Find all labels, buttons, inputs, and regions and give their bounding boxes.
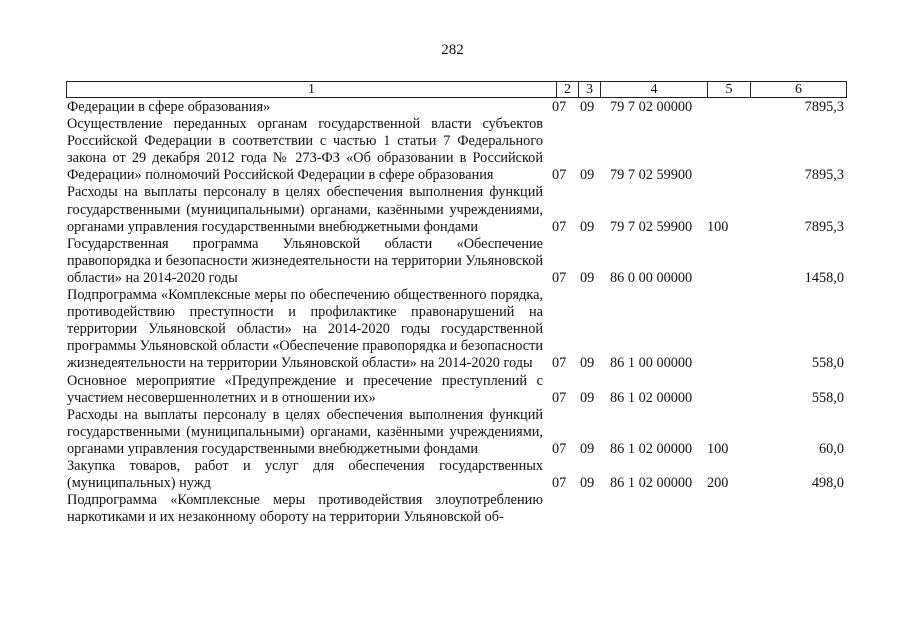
row-amount: 60,0	[818, 440, 844, 457]
row-amount: 558,0	[811, 355, 844, 372]
row-description: Подпрограмма «Комплексные меры противодействия злоупотреблению наркотиками и их незаконному обороту на территории Ульяновской об-	[67, 492, 543, 526]
row-amount: 7895,3	[804, 99, 844, 115]
row-target-article: 79 7 02 59900	[610, 167, 693, 184]
row-expense-type: 100	[707, 440, 729, 457]
row-section: 07	[552, 440, 567, 457]
row-subsection: 09	[580, 218, 595, 235]
row-subsection: 09	[580, 269, 595, 286]
row-subsection: 09	[580, 475, 595, 492]
row-target-article: 86 1 00 00000	[610, 355, 693, 372]
table-row	[67, 492, 847, 526]
table-row	[67, 458, 847, 492]
header-cell-3: 3	[586, 82, 593, 97]
row-subsection: 09	[580, 99, 595, 115]
row-section: 07	[552, 218, 567, 235]
row-section: 07	[552, 269, 567, 286]
row-amount: 498,0	[811, 475, 844, 492]
row-subsection: 09	[580, 355, 595, 372]
header-cell-5: 5	[725, 82, 733, 97]
row-target-article: 86 1 02 00000	[610, 440, 693, 457]
row-description: Федерации в сфере образования»	[67, 99, 271, 115]
table-row	[67, 184, 847, 235]
header-cell-1: 1	[308, 82, 315, 97]
row-expense-type: 100	[707, 218, 729, 235]
row-section: 07	[552, 475, 567, 492]
header-cell-6: 6	[795, 82, 802, 97]
header-cell-4: 4	[650, 82, 658, 97]
page-number: 282	[441, 42, 464, 58]
row-expense-type: 200	[707, 475, 729, 492]
row-description: Осуществление переданных органам государственной власти субъектов Российской Федерации в соответствии с частью 1 статьи 7 Федерального закона от 29 декабря 2012 года № 273-ФЗ «Об образовании в Российской Федерации» полномочий Российской Федерации в сфере образования	[67, 116, 543, 184]
row-description: Подпрограмма «Комплексные меры по обеспечению общественного порядка, противодействию преступности и профилактике правонарушений на территории Ульяновской области» на 2014-2020 годы государственной программы Ульяновской области «Обеспечение правопорядка и безопасности жизнедеятельности на территории Ульяновской области» на 2014-2020 годы	[67, 287, 543, 372]
row-target-article: 79 7 02 59900	[610, 218, 693, 235]
table-row	[67, 99, 847, 116]
row-target-article: 86 0 00 00000	[610, 269, 693, 286]
table-row	[67, 236, 847, 287]
row-subsection: 09	[580, 167, 595, 184]
table-row	[67, 407, 847, 458]
table-header	[66, 81, 847, 98]
row-section: 07	[552, 99, 567, 115]
row-description: Закупка товаров, работ и услуг для обеспечения государственных (муниципальных) нужд	[67, 457, 543, 492]
row-subsection: 09	[580, 440, 595, 457]
row-subsection: 09	[580, 389, 595, 406]
row-description: Расходы на выплаты персоналу в целях обеспечения выполнения функций государственными (муниципальными) органами, казёнными учреждениями, органами управления государственными внебюджетными фондами	[67, 184, 543, 235]
header-cell-2: 2	[564, 82, 571, 97]
row-section: 07	[552, 167, 567, 184]
row-description: Расходы на выплаты персоналу в целях обеспечения выполнения функций государственными (муниципальными) органами, казёнными учреждениями, органами управления государственными внебюджетными фондами	[67, 406, 543, 457]
table-row	[67, 287, 847, 372]
row-amount: 1458,0	[804, 269, 844, 286]
row-description: Государственная программа Ульяновской области «Обеспечение правопорядка и безопасности жизнедеятельности на территории Ульяновской области» на 2014-2020 годы	[67, 235, 543, 286]
table-row	[67, 116, 847, 184]
table-row	[67, 373, 847, 407]
row-target-article: 86 1 02 00000	[610, 475, 693, 492]
table-body	[67, 99, 847, 526]
row-section: 07	[552, 355, 567, 372]
row-amount: 558,0	[811, 389, 844, 406]
row-section: 07	[552, 389, 567, 406]
row-description: Основное мероприятие «Предупреждение и пресечение преступлений с участием несовершеннолетних и в отношении их»	[67, 372, 543, 406]
row-amount: 7895,3	[804, 218, 844, 235]
row-amount: 7895,3	[804, 167, 844, 184]
row-target-article: 79 7 02 00000	[610, 99, 693, 115]
row-target-article: 86 1 02 00000	[610, 389, 693, 406]
